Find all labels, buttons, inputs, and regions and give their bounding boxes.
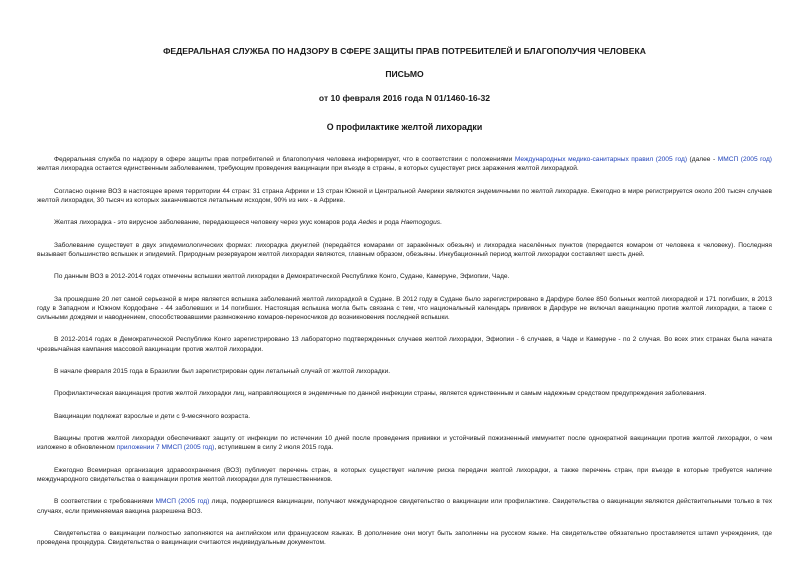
paragraph-3-text-a: Желтая лихорадка - это вирусное заболевание, передающееся человеку через укус комаров рода — [54, 219, 359, 227]
paragraph-11-text-a: Вакцины против желтой лихорадки обеспечивают защиту от инфекции по истечении 10 дней после проведения прививки и устойчивый пожизненный иммунитет после однократной вакцинации против желтой лихорадки, о чем изложено в обновленном — [37, 435, 772, 452]
ihr-2005-link[interactable]: Международных медико-санитарных правил (2005 год) — [514, 156, 688, 163]
issuing-authority: ФЕДЕРАЛЬНАЯ СЛУЖБА ПО НАДЗОРУ В СФЕРЕ ЗАЩИТЫ ПРАВ ПОТРЕБИТЕЛЕЙ И БЛАГОПОЛУЧИЯ ЧЕЛОВЕКА — [163, 46, 646, 56]
paragraph-2: Согласно оценке ВОЗ в настоящее время территории 44 стран: 31 страна Африки и 13 стран Южной и Центральной Америки являются эндемичными по желтой лихорадке. Ежегодно в мире регистрируется около 200 тысяч случаев желтой лихорадки, 30 тысяч из которых заканчиваются летальным исходом, 90% из них - в Африке. — [37, 187, 772, 204]
document-body — [37, 155, 772, 547]
document-date-number: от 10 февраля 2016 года N 01/1460-16-32 — [318, 93, 491, 103]
paragraph-13 — [37, 497, 772, 515]
paragraph-4: Заболевание существует в двух эпидемиологических формах: лихорадка джунглей (передаётся комарами от заражённых обезьян) и лихорадка населённых пунктов (передается комаром от человека к человеку). Последняя вызывает большинство вспышек и эпидемий. Природным резервуаром желтой лихорадки являются, главным образом, обезьяны. Инкубационный период желтой лихорадки составляет шесть дней. — [37, 241, 772, 258]
paragraph-6: За прошедшие 20 лет самой серьезной в мире является вспышка заболеваний желтой лихорадкой в Судане. В 2012 году в Судане было зарегистрировано в Дарфуре более 850 больных желтой лихорадкой и 171 погибших, в 2013 году в Западном и Южном Кордофане - 44 заболевших и 14 погибших. Настоящая вспышка могла быть связана с тем, что национальный календарь прививок в Дарфуре не включал вакцинацию против желтой лихорадки, а также с сильными дождями и наводнением, способствовавшими размножению комаров-переносчиков до возникновения последней вспышки. — [37, 295, 772, 321]
ihr-2005-requirements-link[interactable]: ММСП (2005 год) — [155, 498, 210, 506]
genus-haemogogus: Haemogogus — [400, 219, 441, 227]
document-type: ПИСЬМО — [385, 69, 424, 79]
ihr-annex-7-link[interactable]: приложении 7 ММСП (2005 год) — [116, 444, 215, 452]
paragraph-3-text-b: и рода — [376, 219, 401, 227]
paragraph-13-text-a: В соответствии с требованиями — [54, 498, 156, 506]
paragraph-1 — [37, 155, 772, 173]
genus-aedes: Aedes — [358, 219, 377, 227]
paragraph-1-text-b: (далее - — [687, 156, 718, 163]
paragraph-7: В 2012-2014 годах в Демократической Республике Конго зарегистрировано 13 лабораторно подтвержденных случаев желтой лихорадки, Эфиопии - 6 случаев, в Чаде и Камеруне - по 2 случая. Во всех этих странах была начата чрезвычайная кампания массовой вакцинации против желтой лихорадки. — [37, 336, 772, 353]
paragraph-10: Вакцинации подлежат взрослые и дети с 9-месячного возраста. — [54, 412, 251, 420]
paragraph-1-text-c: желтая лихорадка остается единственным заболеванием, требующим проведения вакцинации при въезде в страны, в которых существует риск заражения желтой лихорадкой. — [37, 165, 579, 173]
paragraph-8: В начале февраля 2015 года в Бразилии был зарегистрирован один летальный случай от желтой лихорадки. — [54, 367, 391, 375]
paragraph-11 — [37, 434, 772, 452]
paragraph-14: Свидетельства о вакцинации полностью заполняются на английском или французском языках. В дополнение они могут быть заполнены на русском языке. На свидетельстве обязательно проставляется штамп учреждения, где проведена процедура. Свидетельства о вакцинации считаются индивидуальным документом. — [37, 529, 772, 547]
paragraph-11-text-b: , вступившем в силу 2 июля 2015 года. — [214, 444, 334, 452]
paragraph-3 — [37, 218, 772, 227]
paragraph-1-text-a: Федеральная служба по надзору в сфере защиты прав потребителей и благополучия человека информирует, что в соответствии с положениями — [54, 156, 515, 163]
ihr-2005-abbrev-link[interactable]: ММСП (2005 год) — [717, 156, 772, 163]
paragraph-12: Ежегодно Всемирная организация здравоохранения (ВОЗ) публикует перечень стран, в которых существует наличие риска передачи желтой лихорадки, а также перечень стран, при въезде в которые требуется наличие международного свидетельства о вакцинации против желтой лихорадки для путешественников. — [37, 466, 772, 483]
paragraph-13-text-b: лица, подвергшиеся вакцинации, получают международное свидетельство о вакцинации или профилактике. Свидетельства о вакцинации являются действительными только в тех случаях, если применяемая вакцина разрешена ВОЗ. — [37, 498, 773, 515]
paragraph-5: По данным ВОЗ в 2012-2014 годах отмечены вспышки желтой лихорадки в Демократической Республике Конго, Судане, Камеруне, Эфиопии, Чаде. — [54, 273, 510, 281]
paragraph-9: Профилактическая вакцинация против желтой лихорадки лиц, направляющихся в эндемичные по данной инфекции страны, является единственным и самым надежным средством предупреждения заболевания. — [54, 390, 707, 398]
document-subject: О профилактике желтой лихорадки — [326, 122, 483, 132]
paragraph-3-text-c: . — [440, 219, 442, 227]
